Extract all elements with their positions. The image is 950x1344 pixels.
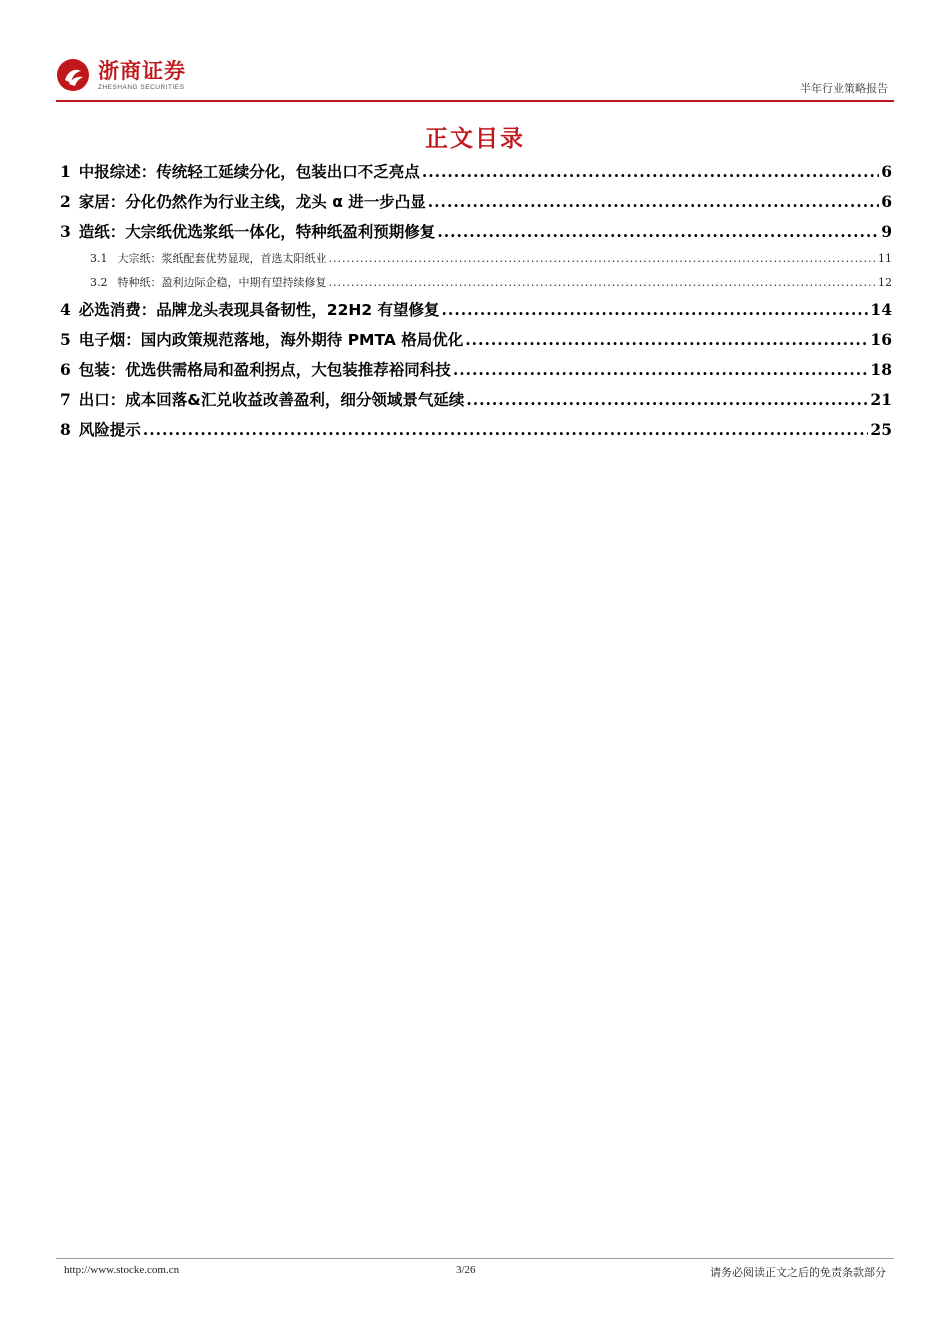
toc-number: 3.1: [90, 252, 108, 265]
table-of-contents: [60, 160, 892, 448]
toc-number: 2: [60, 192, 71, 211]
toc-page-number: 6: [881, 162, 892, 181]
toc-leader-dots: [329, 276, 877, 289]
toc-page-number: 21: [870, 390, 892, 409]
toc-leader-dots: [465, 330, 868, 349]
toc-title: 包装：优选供需格局和盈利拐点，大包装推荐裕同科技: [78, 361, 451, 379]
footer-url-link[interactable]: http://www.stocke.com.cn: [64, 1264, 180, 1276]
toc-title: 家居：分化仍然作为行业主线，龙头 α 进一步凸显: [78, 193, 426, 211]
toc-entry[interactable]: [60, 298, 892, 328]
page-title: 正文目录: [425, 126, 525, 152]
toc-leader-dots: [437, 222, 879, 241]
logo-chinese-name: 浙商证券: [98, 58, 186, 83]
toc-title: 特种纸：盈利边际企稳，中期有望持续修复: [117, 276, 327, 289]
footer-divider: [56, 1258, 894, 1259]
toc-number: 3.2: [90, 276, 108, 289]
toc-entry[interactable]: [60, 190, 892, 220]
toc-leader-dots: [442, 300, 869, 319]
toc-title: 风险提示: [78, 421, 141, 439]
toc-entry[interactable]: [60, 388, 892, 418]
toc-leader-dots: [466, 390, 868, 409]
toc-page-number: 11: [878, 252, 892, 265]
toc-number: 4: [60, 300, 71, 319]
toc-leader-dots: [422, 162, 879, 181]
toc-entry[interactable]: [60, 160, 892, 190]
toc-subentry[interactable]: [60, 250, 892, 274]
toc-leader-dots: [453, 360, 869, 379]
toc-leader-dots: [143, 420, 869, 439]
toc-page-number: 16: [870, 330, 892, 349]
toc-title: 必选消费：品牌龙头表现具备韧性，22H2 有望修复: [78, 301, 440, 319]
toc-title: 造纸：大宗纸优选浆纸一体化，特种纸盈利预期修复: [78, 223, 436, 241]
toc-entry[interactable]: [60, 328, 892, 358]
logo-english-name: ZHESHANG SECURITIES: [98, 83, 185, 91]
header-divider: [56, 100, 894, 102]
toc-entry[interactable]: [60, 418, 892, 448]
toc-title: 中报综述：传统轻工延续分化，包装出口不乏亮点: [78, 163, 420, 181]
toc-entry[interactable]: [60, 220, 892, 250]
zheshang-logo-icon: [56, 58, 90, 92]
toc-number: 5: [60, 330, 71, 349]
toc-leader-dots: [428, 192, 879, 211]
toc-number: 8: [60, 420, 71, 439]
page-header: [56, 58, 894, 102]
toc-page-number: 6: [881, 192, 892, 211]
toc-page-number: 14: [870, 300, 892, 319]
company-logo: [56, 58, 186, 92]
toc-page-number: 25: [870, 420, 892, 439]
toc-title: 出口：成本回落&汇兑收益改善盈利，细分领域景气延续: [78, 391, 465, 409]
toc-number: 6: [60, 360, 71, 379]
toc-page-number: 18: [870, 360, 892, 379]
toc-title: 电子烟：国内政策规范落地，海外期待 PMTA 格局优化: [78, 331, 464, 349]
toc-page-number: 9: [881, 222, 892, 241]
toc-title: 大宗纸：浆纸配套优势显现，首选太阳纸业: [117, 252, 327, 265]
footer-disclaimer: 请务必阅读正文之后的免责条款部分: [710, 1266, 886, 1279]
toc-subentry[interactable]: [60, 274, 892, 298]
toc-leader-dots: [329, 252, 877, 265]
toc-number: 1: [60, 162, 71, 181]
footer-page-number: 3/26: [456, 1264, 476, 1276]
report-type-label: 半年行业策略报告: [800, 82, 888, 95]
toc-page-number: 12: [878, 276, 892, 289]
toc-entry[interactable]: [60, 358, 892, 388]
toc-number: 3: [60, 222, 71, 241]
toc-number: 7: [60, 390, 71, 409]
